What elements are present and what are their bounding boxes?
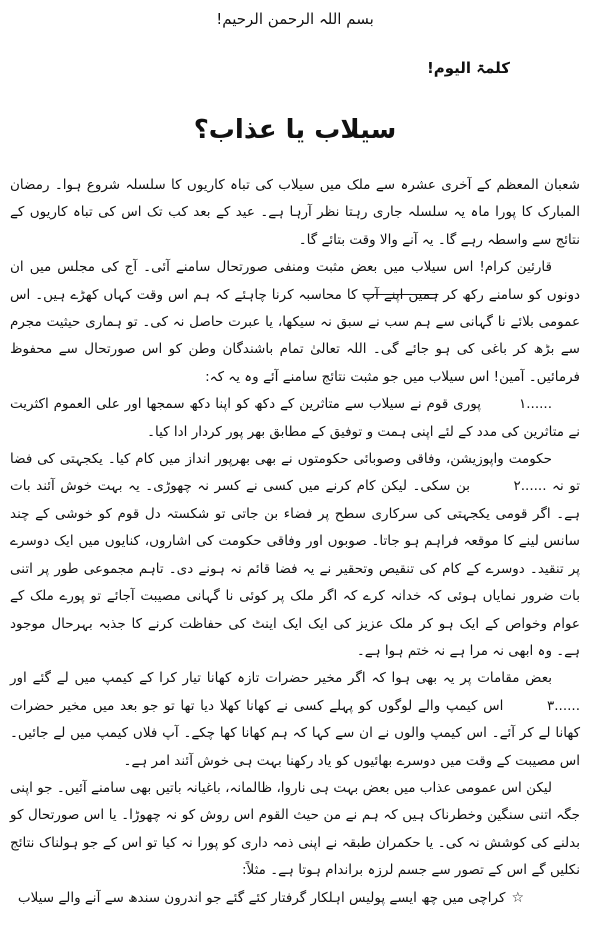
article-body xyxy=(10,172,580,912)
list-item-3-number: ۳...... xyxy=(547,697,580,714)
article-headline: سیلاب یا عذاب؟ xyxy=(193,115,397,145)
paragraph-readers-part-1: قارئین کرام! اس سیلاب میں بعض مثبت ومنفی صورتحال سامنے آئی۔ آج کی مجلس میں ان دونوں کو سامنے رکھ کر xyxy=(10,259,580,303)
struck-through-phrase: ہمیں اپنے آپ xyxy=(362,286,439,303)
list-item-1-text: پوری قوم نے سیلاب سے متاثرین کے دکھ کو اپنا دکھ سمجھا اور علی العموم اکثریت نے متاثرین کی مدد کے لئے اپنی ہمت و توفیق کے مطابق بھر پور کردار ادا کیا۔ xyxy=(10,396,580,440)
list-item-2 xyxy=(10,446,580,665)
list-item-2-number: ۲...... xyxy=(513,478,547,495)
list-item-3 xyxy=(10,665,580,775)
list-item-1-number: ۱...... xyxy=(519,396,552,413)
list-item-1 xyxy=(10,391,580,446)
list-item-2-head: حکومت واپوزیشن، وفاقی وصوبائی حکومتوں نے بھی بھرپور انداز میں کام کیا۔ یکجہتی کی فضا تو نہ xyxy=(10,451,580,495)
bismillah-heading: بسم اللہ الرحمن الرحیم! xyxy=(216,10,374,28)
star-outline-icon: ☆ xyxy=(511,889,524,906)
list-item-3-head: بعض مقامات پر یہ بھی ہوا کہ اگر مخیر حضرات تازہ کھانا تیار کرا کے کیمپ میں لے گئے اور xyxy=(10,670,552,687)
paragraph-readers-part-2: کا محاسبہ کرنا چاہئے کہ ہم اس وقت کہاں کھڑے ہیں۔ اس عمومی بلائے نا گہانی سے ہم سب نے سبق نہ سیکھا، یا عبرت حاصل نہ کی۔ تو ہماری حیثیت مجرم سے بڑھ کر باغی کی ہو جائے گی۔ اللہ تعالیٰ تمام باشندگان وطن کو اس صورتحال سے محفوظ فرمائیں۔ آمین! اس سیلاب میں جو مثبت نتائج سامنے آئے وہ یہ کہ: xyxy=(10,286,580,385)
list-item-2-text: بن سکی۔ لیکن کام کرنے میں کسی نے کسر نہ چھوڑی۔ یہ بہت خوش آئند بات ہے۔ اگر قومی یکجہتی کی سرکاری سطح پر فضاء بن جاتی تو شکستہ دل قوم کو خوشی کے چند سانس لینے کا موقعہ فراہم ہو جاتا۔ صوبوں اور وفاقی حکومت کی اشاروں، کنایوں میں ایک دوسرے پر تنقید۔ دوسرے کے کام کی تنقیص وتحقیر نے یہ فضا قائم نہ ہونے دی۔ تاہم مجموعی طور پر اتنی بات ضرور نمایاں ہوئی کہ خدانہ کرے کہ اگر ملک پر کوئی نا گہانی مصیبت آجائے تو پورے ملک کے عوام وخواص کے ایک ہو کر ملک عزیز کی ایک ایک اینٹ کی حفاظت کرنے کا جذبہ بہرحال موجود ہے۔ وہ ابھی نہ مرا ہے نہ ختم ہوا ہے۔ xyxy=(10,478,580,659)
list-item-3-text: اس کیمپ والے لوگوں کو پہلے کسی نے کھانا کھلا دیا تھا تو جو بعد میں مخیر حضرات کھانا لے کر آئے۔ اس کیمپ والوں نے ان سے کہا کہ ہم کھانا کھا چکے۔ آپ فلاں کیمپ میں لے جائیں۔ اس مصیبت کے وقت میں دوسرے بھائیوں کو یاد رکھنا بہت ہی خوش آئند امر ہے۔ xyxy=(10,697,580,769)
column-name: کلمۃ الیوم! xyxy=(426,59,510,77)
paragraph-negative: لیکن اس عمومی عذاب میں بعض بہت ہی ناروا، ظالمانہ، باغیانہ باتیں بھی سامنے آئیں۔ جو اپنی جگہ اتنی سنگین وخطرناک ہیں کہ ہم نے من حیث القوم اس روش کو نہ چھوڑا۔ یا اس صورتحال کو بدلنے کی کوشش نہ کی۔ یا حکمران طبقہ نے اپنی ذمہ داری کو پورا نہ کیا تو اس کے جو ہولناک نتائج نکلیں گے اس کے تصور سے جسم لرزہ براندام ہوتا ہے۔ مثلاً: xyxy=(10,779,580,879)
paragraph-readers xyxy=(10,254,580,391)
paragraph-intro: شعبان المعظم کے آخری عشرہ سے ملک میں سیلاب کی تباہ کاریوں کا سلسلہ شروع ہوا۔ رمضان المبارک کا پورا ماہ یہ سلسلہ جاری رہتا نظر آرہا ہے۔ عید کے بعد کب تک اس کی تباہ کاریوں کے نتائج سے واسطہ رہے گا۔ یہ آنے والا وقت بتائے گا۔ xyxy=(10,177,580,248)
star-bullet-item xyxy=(10,885,580,912)
star-bullet-text: کراچی میں چھ ایسے پولیس اہلکار گرفتار کئے گئے جو اندرون سندھ سے آنے والے سیلاب xyxy=(17,889,506,906)
